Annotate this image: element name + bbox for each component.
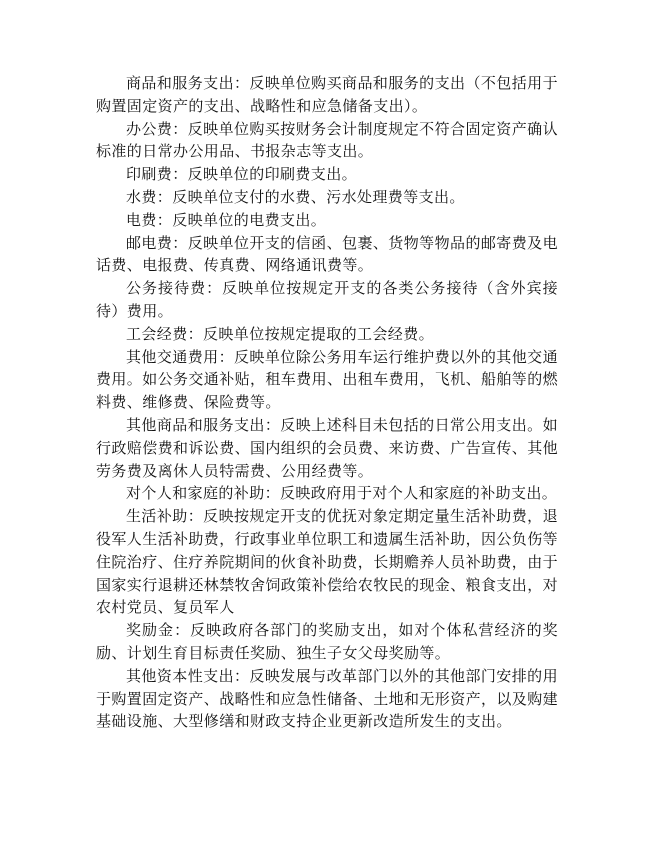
paragraph-postal-telecom-expense: 邮电费：反映单位开支的信函、包裹、货物等物品的邮寄费及电话费、电报费、传真费、网络通讯费等。 — [96, 233, 558, 275]
paragraph-other-transport: 其他交通费用：反映单位除公务用车运行维护费以外的其他交通费用。如公务交通补贴，租车费用、出租车费用，飞机、船舶等的燃料费、维修费、保险费等。 — [96, 347, 559, 412]
paragraph-goods-services: 商品和服务支出：反映单位购买商品和服务的支出（不包括用于购置固定资产的支出、战略性和应急储备支出）。 — [96, 74, 558, 115]
paragraph-rewards: 奖励金：反映政府各部门的奖励支出，如对个体私营经济的奖励、计划生育目标责任奖励、独生子女父母奖励等。 — [96, 621, 558, 662]
paragraph-water-expense: 水费：反映单位支付的水费、污水处理费等支出。 — [126, 187, 465, 206]
paragraph-other-goods-services: 其他商品和服务支出：反映上述科目未包括的日常公用支出。如行政赔偿费和诉讼费、国内组织的会员费、来访费、广告宣传、其他劳务费及离休人员特需费、公用经费等。 — [96, 415, 559, 480]
paragraph-household-subsidy: 对个人和家庭的补助：反映政府用于对个人和家庭的补助支出。 — [126, 484, 558, 503]
paragraph-union-funds: 工会经费：反映单位按规定提取的工会经费。 — [126, 324, 435, 343]
paragraph-printing-expense: 印刷费：反映单位的印刷费支出。 — [126, 165, 358, 184]
paragraph-other-capital: 其他资本性支出：反映发展与改革部门以外的其他部门安排的用于购置固定资产、战略性和应急性储备、土地和无形资产，以及购建基础设施、大型修缮和财政支持企业更新改造所发生的支出。 — [96, 666, 559, 731]
paragraph-electricity-expense: 电费：反映单位的电费支出。 — [126, 210, 327, 229]
paragraph-reception-expense: 公务接待费：反映单位按规定开支的各类公务接待（含外宾接待）费用。 — [96, 279, 558, 320]
paragraph-office-expense: 办公费：反映单位购买按财务会计制度规定不符合固定资产确认标准的日常办公用品、书报杂志等支出。 — [96, 119, 558, 161]
paragraph-living-subsidy: 生活补助：反映按规定开支的优抚对象定期定量生活补助费，退役军人生活补助费，行政事业单位职工和遗属生活补助，因公负伤等住院治疗、住疗养院期间的伙食补助费，长期赡养人员补助费，由于国家实行退耕还林禁牧舍饲政策补偿给农牧民的现金、粮食支出，对农村党员、复员军人 — [96, 507, 559, 617]
document-body — [96, 72, 558, 733]
